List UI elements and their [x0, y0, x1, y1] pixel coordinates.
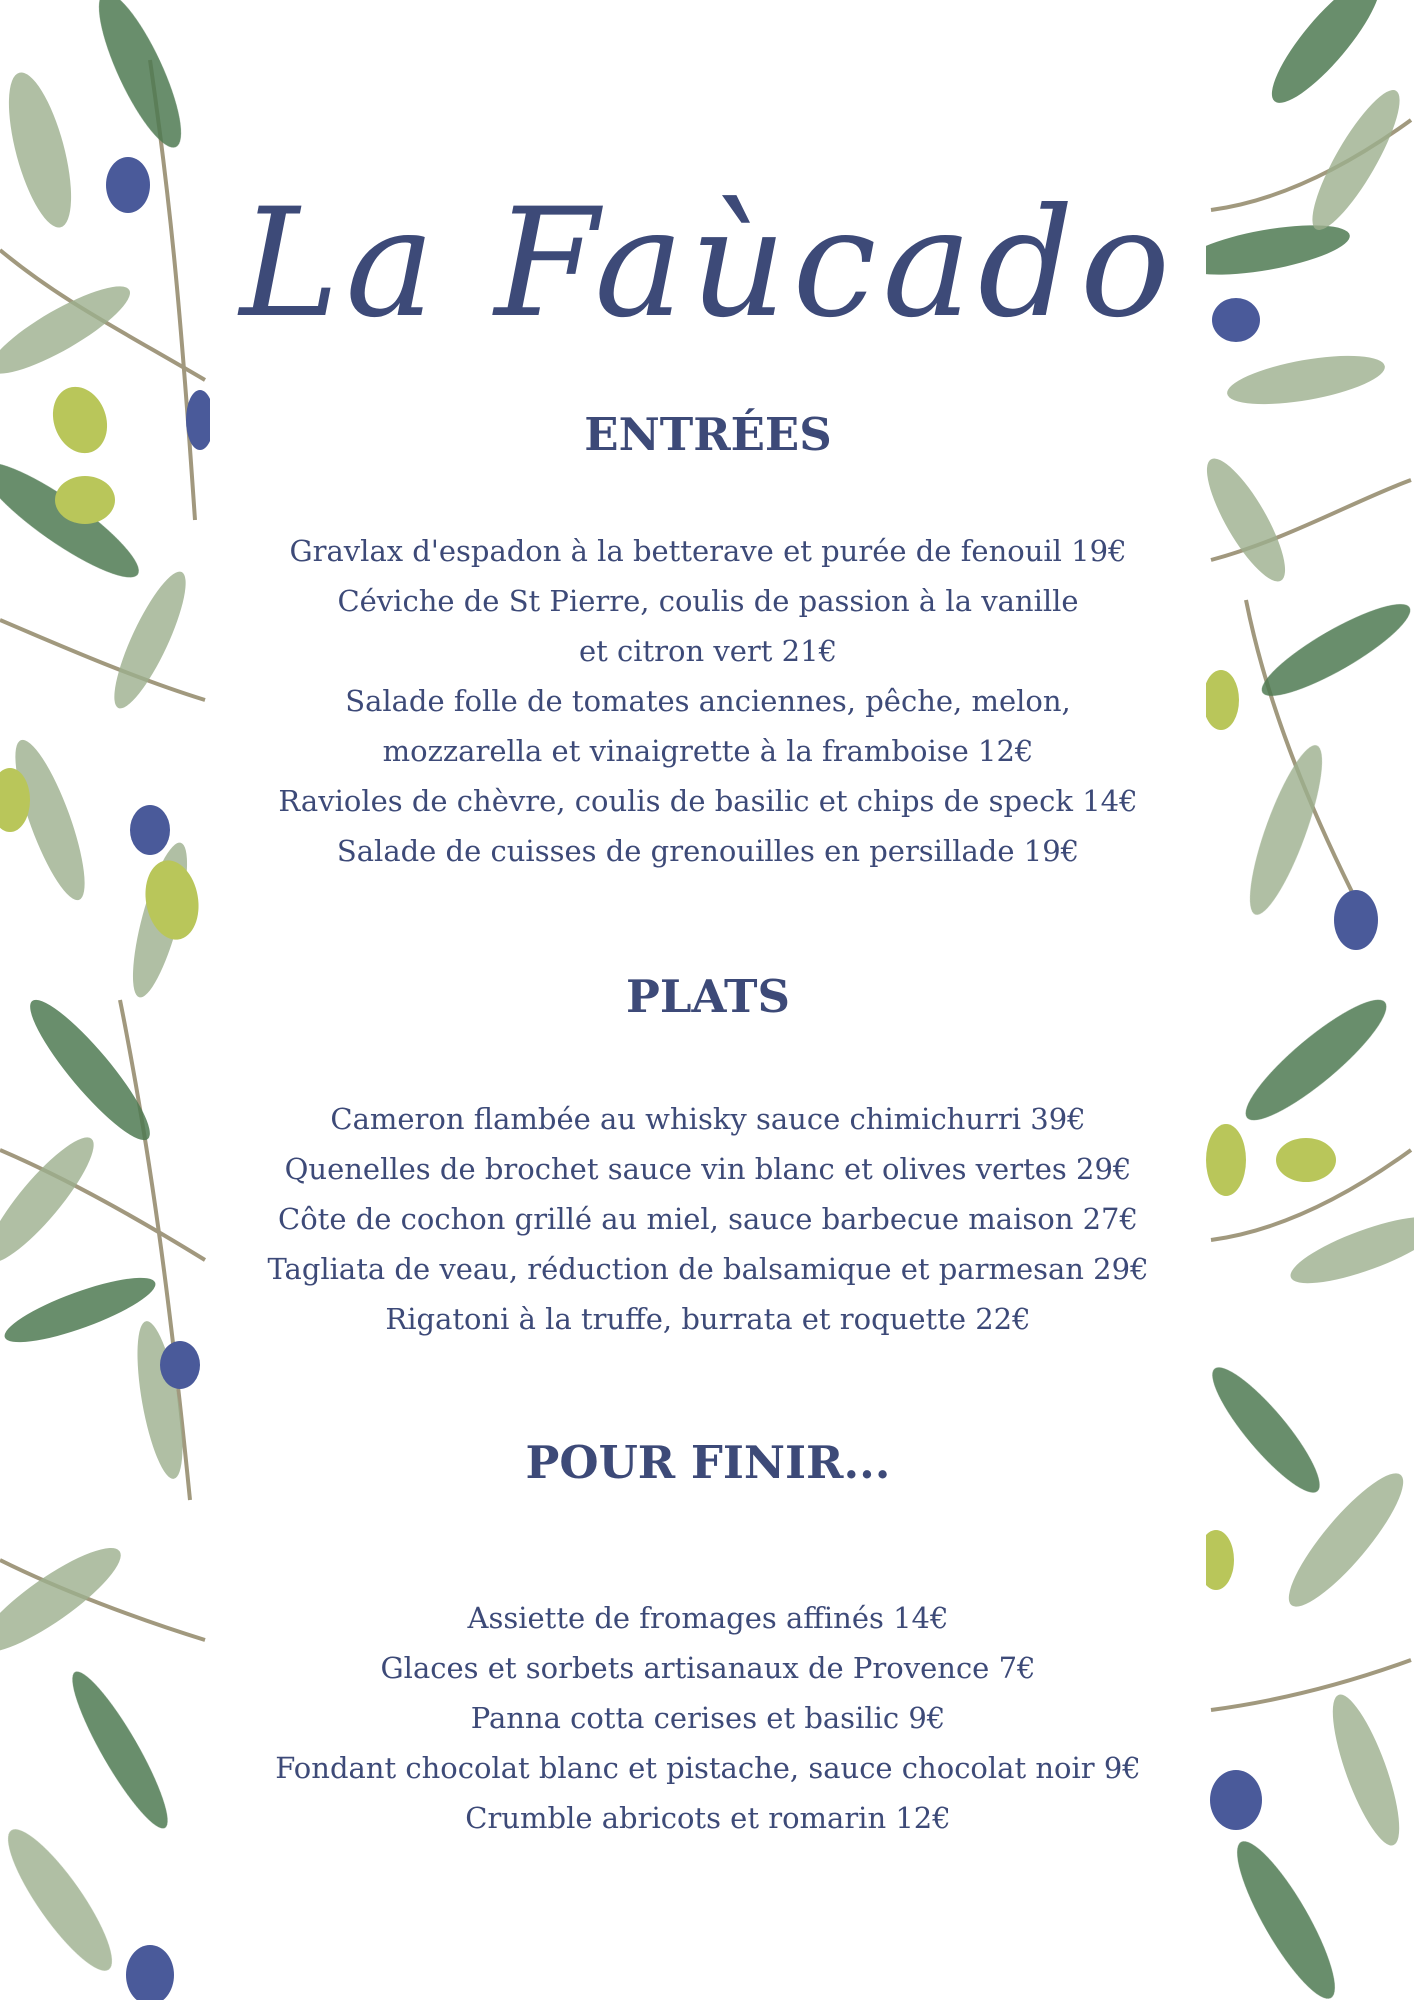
- menu-line: Salade folle de tomates anciennes, pêche, melon,: [345, 684, 1071, 718]
- entrees-list: [210, 526, 1206, 876]
- section-heading-entrees: ENTRÉES: [584, 408, 832, 461]
- menu-line: Salade de cuisses de grenouilles en persillade 19€: [336, 834, 1080, 868]
- restaurant-title: [210, 115, 1206, 385]
- menu-line: mozzarella et vinaigrette à la framboise 12€: [382, 734, 1034, 768]
- section-heading-plats: PLATS: [626, 970, 790, 1023]
- menu-panel: [210, 0, 1206, 2000]
- menu-line: Quenelles de brochet sauce vin blanc et olives vertes 29€: [284, 1152, 1132, 1186]
- menu-line: et citron vert 21€: [578, 634, 838, 668]
- menu-line: Crumble abricots et romarin 12€: [465, 1801, 951, 1835]
- plats-list: [210, 1094, 1206, 1344]
- left-olive-branch-decoration: [0, 0, 210, 2000]
- menu-line: Tagliata de veau, réduction de balsamique et parmesan 29€: [267, 1252, 1149, 1286]
- right-olive-branch-decoration: [1206, 0, 1414, 2000]
- menu-line: Gravlax d'espadon à la betterave et purée de fenouil 19€: [289, 534, 1127, 568]
- menu-line: Fondant chocolat blanc et pistache, sauce chocolat noir 9€: [275, 1751, 1141, 1785]
- menu-line: Ravioles de chèvre, coulis de basilic et chips de speck 14€: [278, 784, 1138, 818]
- menu-line: Panna cotta cerises et basilic 9€: [470, 1701, 946, 1735]
- menu-line: Côte de cochon grillé au miel, sauce barbecue maison 27€: [278, 1202, 1138, 1236]
- menu-line: Assiette de fromages affinés 14€: [467, 1601, 949, 1635]
- menu-line: Glaces et sorbets artisanaux de Provence 7€: [380, 1651, 1036, 1685]
- menu-line: Rigatoni à la truffe, burrata et roquette 22€: [385, 1302, 1031, 1336]
- menu-line: Céviche de St Pierre, coulis de passion à la vanille: [337, 584, 1079, 618]
- desserts-list: [210, 1593, 1206, 1843]
- section-heading-pour-finir: POUR FINIR...: [525, 1436, 891, 1489]
- menu-line: Cameron flambée au whisky sauce chimichurri 39€: [330, 1102, 1086, 1136]
- restaurant-title-text: La Faùcado: [239, 177, 1177, 351]
